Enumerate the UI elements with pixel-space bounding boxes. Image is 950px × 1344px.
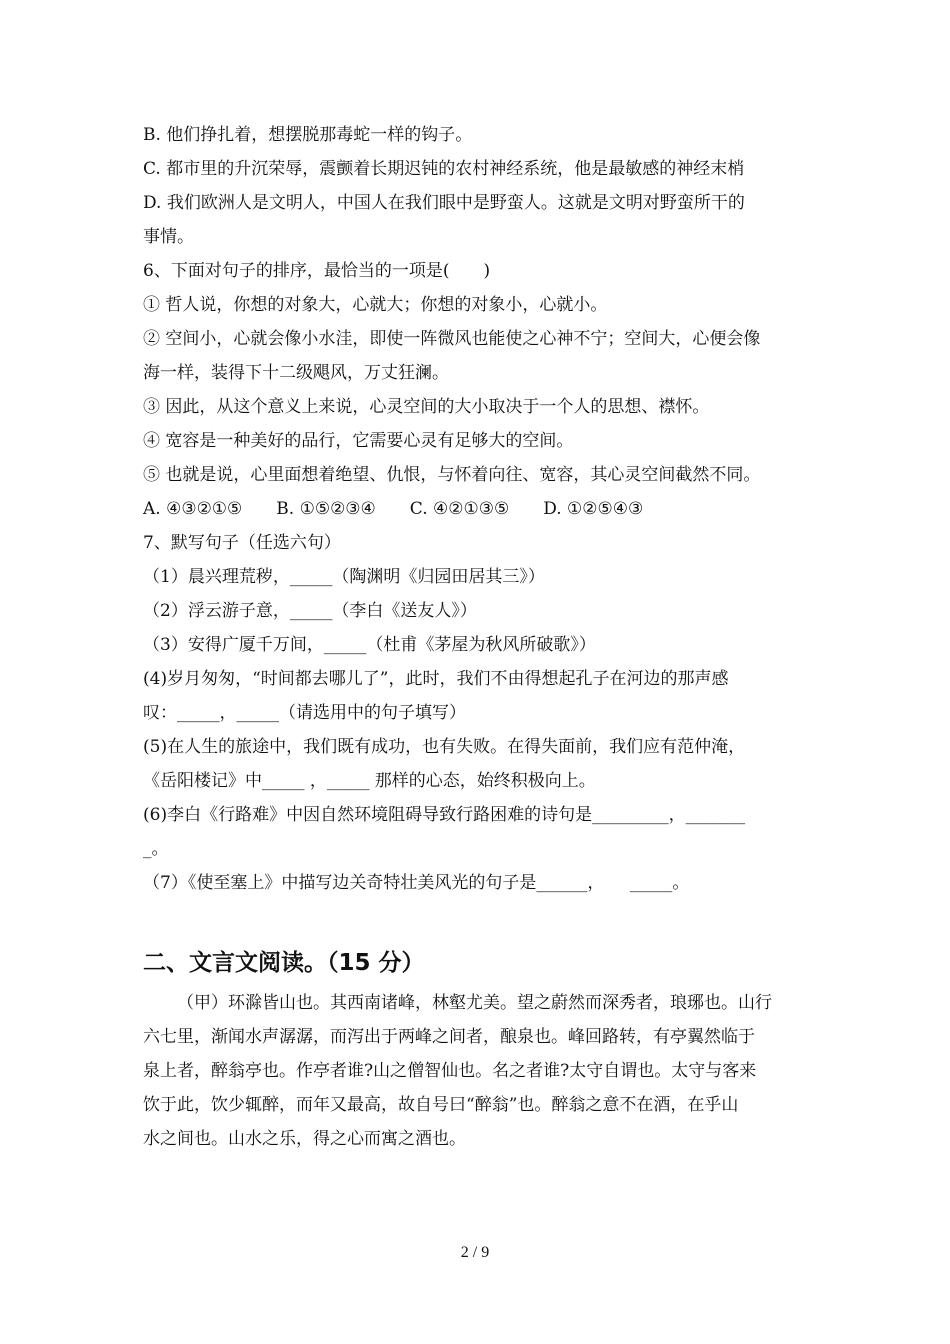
question-block (143, 118, 811, 900)
sentence-4: ④ 宽容是一种美好的品行，它需要心灵有足够大的空间。 (143, 431, 574, 451)
passage-line: 水之间也。山水之乐，得之心而寓之酒也。 (143, 1129, 466, 1149)
passage-line: （甲）环滁皆山也。其西南诸峰，林壑尤美。望之蔚然而深秀者，琅琊也。山行 (177, 993, 772, 1013)
fill-item-2: （2）浮云游子意，_____（李白《送友人》） (143, 601, 477, 621)
section-heading: 二、文言文阅读。（15 分） (143, 950, 425, 976)
fill-item-4-cont: 叹：_____，_____（请选用中的句子填写） (143, 703, 466, 723)
document-body (143, 118, 811, 1156)
page-number: 2 / 9 (460, 1244, 490, 1261)
passage-line: 六七里，渐闻水声潺潺，而泻出于两峰之间者，酿泉也。峰回路转，有亭翼然临于 (143, 1027, 755, 1047)
fill-item-5: (5)在人生的旅途中，我们既有成功，也有失败。在得失面前，我们应有范仲淹， (143, 737, 746, 757)
text-line: B. 他们挣扎着，想摆脱那毒蛇一样的钩子。 (143, 125, 473, 145)
sentence-1: ① 哲人说，你想的对象大，心就大；你想的对象小，心就小。 (143, 295, 608, 315)
classical-reading-section (143, 942, 811, 1156)
sentence-2: ② 空间小，心就会像小水洼，即使一阵微风也能使之心神不宁；空间大，心便会像 (143, 329, 761, 349)
fill-item-7: （7）《使至塞上》中描写边关奇特壮美风光的句子是______， _____。 (143, 873, 690, 893)
fill-item-4: (4)岁月匆匆，“时间都去哪儿了”，此时，我们不由得想起孔子在河边的那声感 (143, 669, 729, 689)
fill-item-5-cont: 《岳阳楼记》中_____ ，_____ 那样的心态，始终积极向上。 (143, 771, 596, 791)
section-gap (143, 900, 811, 942)
answer-options: A. ④③②①⑤ B. ①⑤②③④ C. ④②①③⑤ D. ①②⑤④③ (143, 499, 644, 519)
fill-item-6: (6)李白《行路难》中因自然环境阻碍导致行路困难的诗句是_________，_______ (143, 805, 746, 825)
fill-item-6-cont: _。 (143, 839, 169, 859)
fill-item-3: （3）安得广厦千万间，_____（杜甫《茅屋为秋风所破歌》） (143, 635, 596, 655)
text-line: D. 我们欧洲人是文明人，中国人在我们眼中是野蛮人。这就是文明对野蛮所干的 (143, 193, 745, 213)
sentence-5: ⑤ 也就是说，心里面想着绝望、仇恨，与怀着向往、宽容，其心灵空间截然不同。 (143, 465, 761, 485)
passage-line: 泉上者，醉翁亭也。作亭者谁?山之僧智仙也。名之者谁?太守自谓也。太守与客来 (143, 1061, 757, 1081)
text-line: 事情。 (143, 227, 194, 247)
question-6-title: 6、下面对句子的排序，最恰当的一项是( ) (143, 261, 491, 281)
text-line: C. 都市里的升沉荣辱，震颤着长期迟钝的农村神经系统，他是最敏感的神经末梢 (143, 159, 745, 179)
question-7-title: 7、默写句子（任选六句） (143, 533, 341, 553)
fill-item-1: （1）晨兴理荒秽，_____（陶渊明《归园田居其三》） (143, 567, 545, 587)
passage-line: 饮于此，饮少辄醉，而年又最高，故自号曰“醉翁”也。醉翁之意不在酒，在乎山 (143, 1095, 739, 1115)
sentence-3: ③ 因此，从这个意义上来说，心灵空间的大小取决于一个人的思想、襟怀。 (143, 397, 710, 417)
sentence-2-cont: 海一样，装得下十二级飓风，万丈狂澜。 (143, 363, 449, 383)
